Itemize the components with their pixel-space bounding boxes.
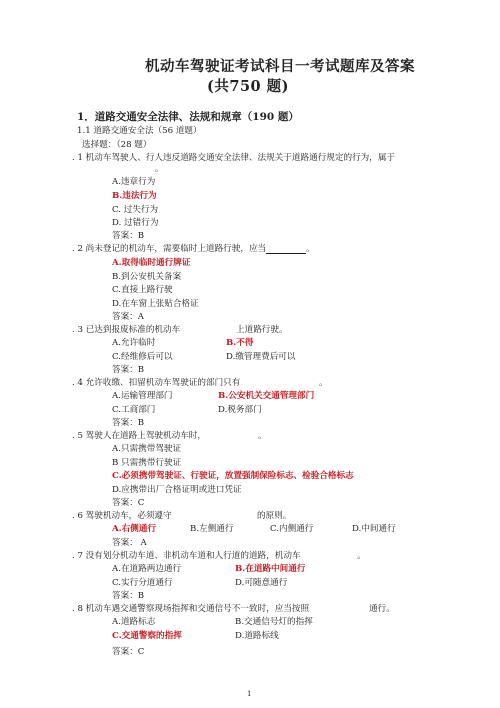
question-stem-end: 的原则。 bbox=[257, 511, 292, 521]
option-b-correct: B.公安机关交通管理部门 bbox=[218, 391, 315, 401]
question-stem: . 2 尚未登记的机动车，需要临时上道路行驶，应当 。 bbox=[72, 244, 315, 254]
subsection-heading: 1.1 道路交通安全法（56 道题） bbox=[77, 126, 202, 136]
option-d: D.可随意通行 bbox=[235, 578, 288, 588]
document-title: 机动车驾驶证考试科目一考试题库及答案 bbox=[145, 58, 415, 75]
option-c: C.实行分道通行 bbox=[112, 578, 173, 588]
option-d: D.在车窗上张贴合格证 bbox=[112, 299, 199, 309]
option-a: A.违章行为 bbox=[112, 177, 156, 187]
answer-text: 答案： A bbox=[112, 538, 147, 548]
question-stem: . 8 机动车遇交通警察现场指挥和交通信号不一致时，应当按照 bbox=[72, 604, 310, 614]
question-stem-end: 上道路行驶。 bbox=[236, 325, 288, 335]
question-stem-end: 。 bbox=[357, 551, 366, 561]
option-c: C.直接上路行驶 bbox=[112, 285, 173, 295]
option-b: B.到公安机关备案 bbox=[112, 272, 182, 282]
option-a: A.道路标志 bbox=[112, 617, 156, 627]
option-b-correct: B.在道路中间通行 bbox=[235, 564, 306, 574]
question-stem: . 4 允许收缴、扣留机动车驾驶证的部门只有 bbox=[72, 378, 241, 388]
option-a: A.在道路两边通行 bbox=[112, 564, 182, 574]
question-stem-end: 。 bbox=[155, 164, 164, 174]
document-subtitle: (共750 题) bbox=[207, 78, 290, 95]
answer-text: 答案：C bbox=[112, 498, 145, 508]
question-stem: . 3 已达到报废标准的机动车 bbox=[72, 325, 181, 335]
answer-text: 答案：B bbox=[112, 591, 145, 601]
option-c: C.内侧通行 bbox=[270, 524, 314, 534]
option-d: D.缴管理费后可以 bbox=[226, 352, 296, 362]
option-c: C.工商部门 bbox=[112, 405, 156, 415]
question-stem: . 6 驾驶机动车，必须遵守 bbox=[72, 511, 172, 521]
choice-label: 选择题：（28 题） bbox=[82, 140, 152, 150]
option-b: B.左侧通行 bbox=[190, 524, 234, 534]
answer-text: 答案：B bbox=[112, 418, 145, 428]
option-d: D.道路标线 bbox=[235, 631, 279, 641]
option-d: D.中间通行 bbox=[352, 524, 396, 534]
question-stem-end: 。 bbox=[319, 378, 328, 388]
option-a: A.允许临时 bbox=[112, 338, 156, 348]
option-c: C. 过失行为 bbox=[112, 205, 159, 215]
option-b-correct: B.不得 bbox=[226, 338, 254, 348]
option-b-correct: B.违法行为 bbox=[112, 191, 157, 201]
option-b: B 只需携带行驶证 bbox=[112, 458, 182, 468]
answer-text: 答案：B bbox=[112, 231, 145, 241]
option-b: B.交通信号灯的指挥 bbox=[235, 617, 313, 627]
question-stem-end: 通行。 bbox=[369, 604, 395, 614]
page-number: 1 bbox=[247, 690, 252, 698]
answer-text: 答案：B bbox=[112, 365, 145, 375]
option-c-correct: C.必须携带驾驶证、行驶证，放置强制保险标志、检验合格标志 bbox=[112, 471, 354, 481]
answer-text: 答案：C bbox=[112, 647, 145, 657]
question-stem: . 1 机动车驾驶人、行人违反道路交通安全法律、法规关于道路通行规定的行为，属于 bbox=[72, 153, 396, 163]
option-d: D.税务部门 bbox=[218, 405, 262, 415]
question-stem: . 7 没有划分机动车道、非机动车道和人行道的道路，机动车 bbox=[72, 551, 301, 561]
answer-blank bbox=[266, 244, 306, 254]
section-heading: 1．道路交通安全法律、法规和规章（190 题） bbox=[77, 111, 299, 123]
option-c: C.经维修后可以 bbox=[112, 352, 173, 362]
option-a-correct: A.右侧通行 bbox=[112, 524, 157, 534]
option-a: A.只需携带驾驶证 bbox=[112, 444, 182, 454]
question-stem: . 5 驾驶人在道路上驾驶机动车时， bbox=[72, 431, 206, 441]
option-d: D. 过错行为 bbox=[112, 218, 159, 228]
option-d: D.应携带出厂合格证明或进口凭证 bbox=[112, 485, 242, 495]
option-a-correct: A.取得临时通行牌证 bbox=[112, 258, 191, 268]
answer-text: 答案：A bbox=[112, 312, 144, 322]
option-a: A.运输管理部门 bbox=[112, 391, 173, 401]
question-stem-end: 。 bbox=[258, 431, 267, 441]
option-c-correct: C.交通警察的指挥 bbox=[112, 631, 182, 641]
